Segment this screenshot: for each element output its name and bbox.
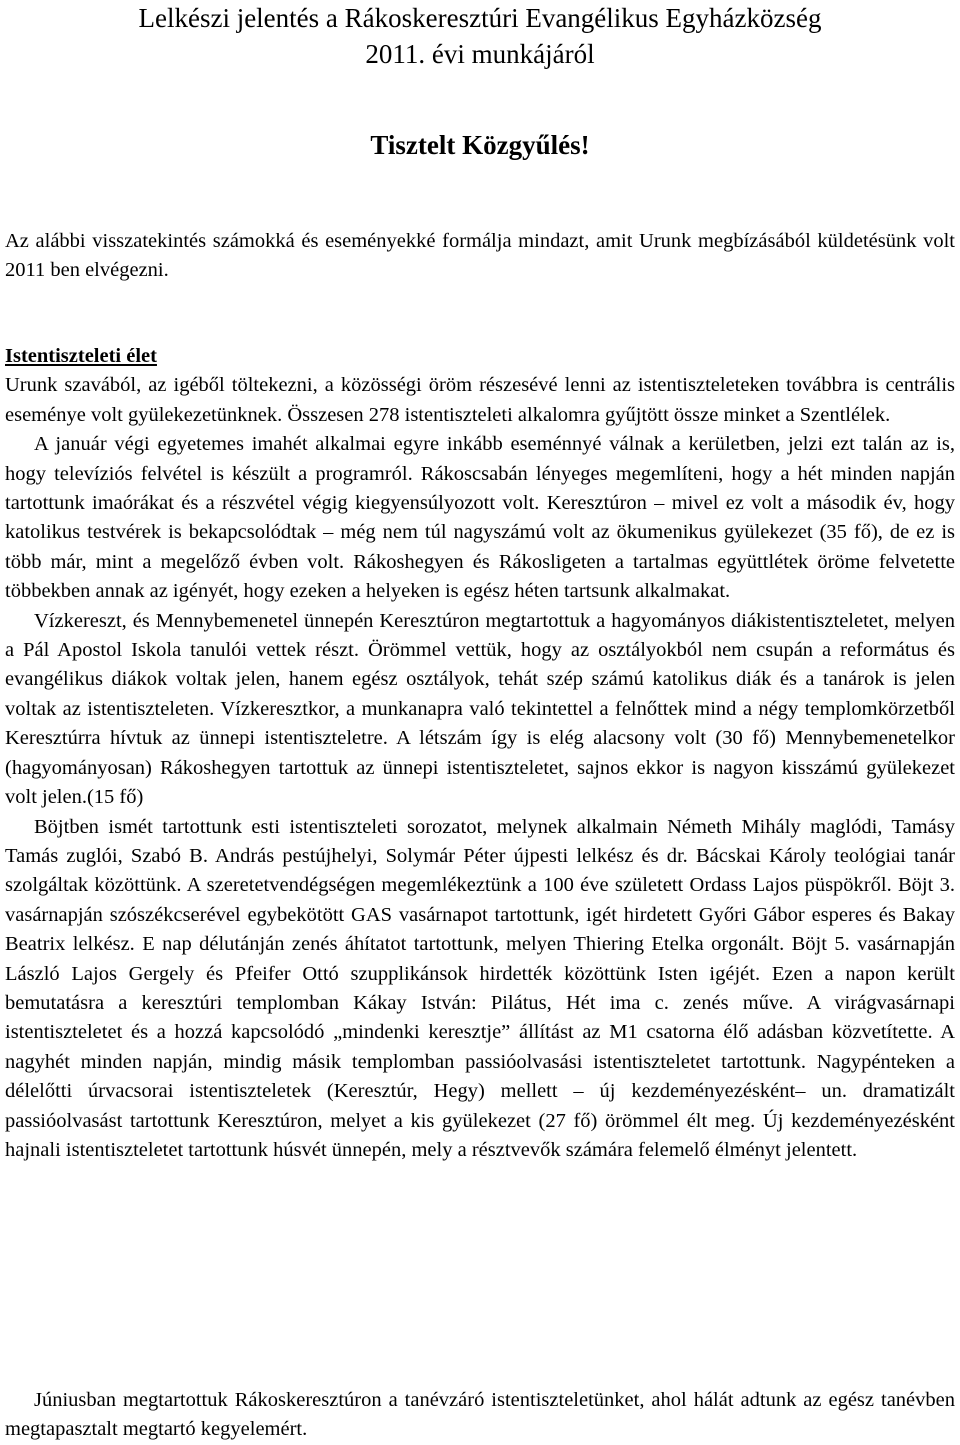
section-paragraph-5: Júniusban megtartottuk Rákoskeresztúron a tanévzáró istentiszteletünket, ahol hálát adtunk az egész tanévben megtapasztalt megtartó kegyelemért.	[5, 1389, 955, 1441]
title-line-1: Lelkészi jelentés a Rákoskeresztúri Evangélikus Egyházközség	[138, 3, 822, 33]
section-paragraph-3: Vízkereszt, és Mennybemenetel ünnepén Keresztúron megtartottuk a hagyományos diákistentiszteletet, melyen a Pál Apostol Iskola tanulói vettek részt. Örömmel vettük, hogy az osztályokból nem csupán a református és evangélikus diákok voltak jelen, hanem egész osztályok, tehát szép számú katolikus diák és a tanárok is jelen voltak az istentiszteleten. Vízkeresztkor, a munkanapra való tekintettel a felnőttek mind a négy templomkörzetből Keresztúrra hívtuk az ünnepi istentiszteletre. A létszám így is elég alacsony volt (30 fő) Mennybemenetelkor (hagyományosan) Rákoshegyen tartottuk az ünnepi istentiszteletet, sajnos ekkor is nagyon kisszámú gyülekezet volt jelen.(15 fő)	[5, 609, 955, 809]
greeting: Tisztelt Közgyűlés!	[370, 130, 590, 160]
section-paragraph-2: A január végi egyetemes imahét alkalmai egyre inkább eseménnyé válnak a kerületben, jelzi ezt talán az is, hogy televíziós felvétel is készült a programról. Rákoscsabán lényeges megemlíteni, hogy a hét minden napján tartottunk imaórákat és a részvétel végig kiegyensúlyozott volt. Keresztúron – mivel ez volt a második év, hogy katolikus testvérek is bekapcsolódtak – még nem túl nagyszámú volt az ökumenikus gyülekezet (35 fő), de ez is több már, mint a megelőző évben volt. Rákoshegyen és Rákosligeten a tartalmas együttlétek öröme felvetette többekben annak az igényét, hogy ezeken a helyeken is egész héten tartsunk alkalmakat.	[5, 433, 955, 603]
document-title	[0, 0, 960, 72]
section-paragraph-4: Böjtben ismét tartottunk esti istentiszteleti sorozatot, melynek alkalmain Németh Mihály maglódi, Tamásy Tamás zuglói, Szabó B. András pestújhelyi, Solymár Péter újpesti lelkész és dr. Bácskai Károly teológiai tanár szolgáltak közöttünk. A szeretetvendégségen megemlékeztünk a 100 éve született Ordass Lajos püspökről. Böjt 3. vasárnapján szószékcserével egybekötött GAS vasárnapot tartottunk, igét hirdetett Győri Gábor esperes és Bakay Beatrix lelkész. E nap délutánján zenés áhítatot tartottunk, melyen Thiering Etelka orgonált. Böjt 5. vasárnapján László Lajos Gergely és Pfeifer Ottó szupplikánsok hirdették közöttünk Isten igéjét. Ezen a napon került bemutatásra a keresztúri templomban Kákay István: Pilátus, Hét ima c. zenés műve. A virágvasárnapi istentiszteletet és a hozzá kapcsolódó „mindenki keresztje” állítást az M1 csatorna élő adásban közvetítette. A nagyhét minden napján, mindig másik templomban passióolvasási istentiszteletet tartottunk. Nagypénteken a délelőtti úrvacsorai istentiszteletek (Keresztúr, Hegy) mellett – új kezdeményezésként– un. dramatizált passióolvasást tartottunk Keresztúron, melyet a kis gyülekezet (27 fő) örömmel élt meg. Új kezdeményezésként hajnali istentiszteletet tartottunk húsvét ünnepén, mely a résztvevők számára felemelő élményt jelentett.	[5, 815, 955, 1161]
intro-paragraph: Az alábbi visszatekintés számokká és eseményekké formálja mindazt, amit Urunk megbízásából küldetésünk volt 2011 ben elvégezni.	[5, 230, 955, 282]
title-line-2: 2011. évi munkájáról	[365, 39, 595, 69]
section-heading: Istentiszteleti élet	[5, 345, 157, 367]
section-istentiszteleti-elet	[5, 342, 955, 1165]
section-paragraph-1: Urunk szavából, az igéből töltekezni, a közösségi öröm részesévé lenni az istentiszteleteken továbbra is centrális eseménye volt gyülekezetünknek. Összesen 278 istentiszteleti alkalomra gyűjtött össze minket a Szentlélek.	[5, 374, 955, 426]
